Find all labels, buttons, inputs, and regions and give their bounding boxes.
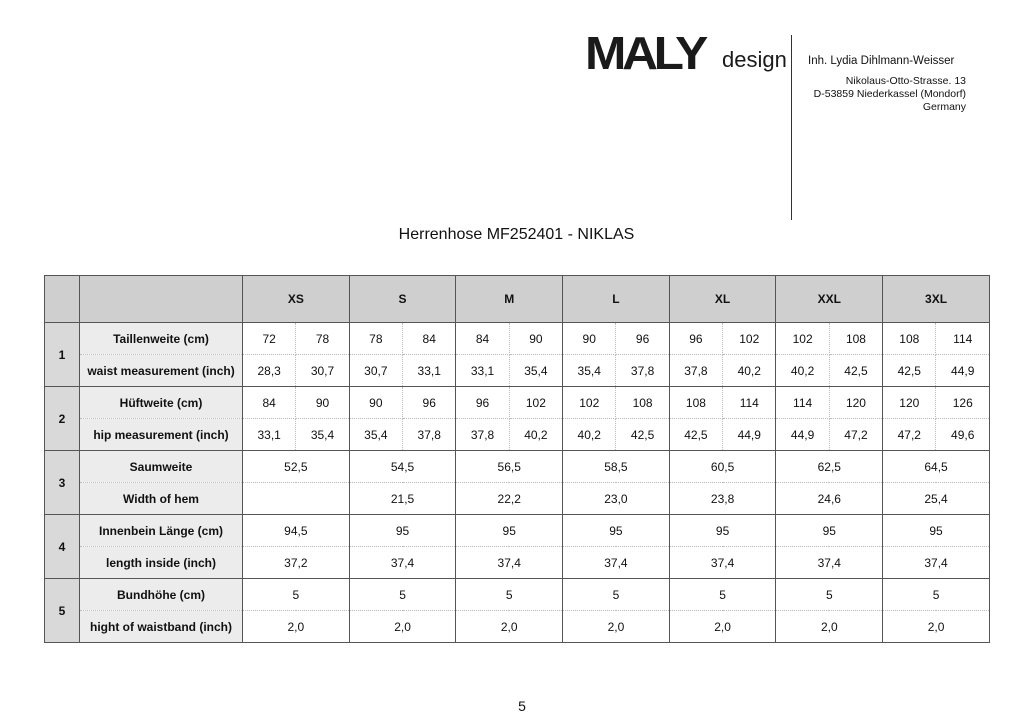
value-cell: 37,4 [883, 547, 990, 579]
value-cell: 5 [776, 579, 883, 611]
value-cell: 30,7 [349, 355, 402, 387]
value-cell: 44,9 [776, 419, 829, 451]
value-cell: 102 [509, 387, 562, 419]
value-cell: 90 [563, 323, 616, 355]
value-cell: 40,2 [723, 355, 776, 387]
value-cell: 78 [349, 323, 402, 355]
value-cell: 42,5 [883, 355, 936, 387]
section-number: 1 [45, 323, 80, 387]
value-cell: 42,5 [829, 355, 882, 387]
value-cell: 24,6 [776, 483, 883, 515]
value-cell: 90 [349, 387, 402, 419]
value-cell: 37,8 [669, 355, 722, 387]
company-address [796, 75, 966, 114]
value-cell: 2,0 [243, 611, 350, 643]
value-cell: 47,2 [883, 419, 936, 451]
row-label: Hüftweite (cm) [80, 387, 243, 419]
value-cell: 35,4 [296, 419, 349, 451]
table-row [45, 419, 990, 451]
value-cell: 95 [776, 515, 883, 547]
value-cell: 114 [723, 387, 776, 419]
row-label: hip measurement (inch) [80, 419, 243, 451]
section-number: 4 [45, 515, 80, 579]
size-table [44, 275, 990, 643]
value-cell: 37,4 [776, 547, 883, 579]
value-cell: 120 [883, 387, 936, 419]
value-cell: 90 [509, 323, 562, 355]
size-header: L [563, 276, 670, 323]
value-cell: 2,0 [669, 611, 776, 643]
value-cell: 5 [456, 579, 563, 611]
table-row [45, 579, 990, 611]
value-cell: 37,4 [456, 547, 563, 579]
row-label: waist measurement (inch) [80, 355, 243, 387]
value-cell: 95 [563, 515, 670, 547]
value-cell: 126 [936, 387, 990, 419]
address-country: Germany [922, 101, 966, 113]
value-cell: 108 [669, 387, 722, 419]
value-cell: 84 [403, 323, 456, 355]
value-cell: 108 [829, 323, 882, 355]
value-cell: 37,4 [349, 547, 456, 579]
header-divider [791, 35, 792, 220]
value-cell: 37,2 [243, 547, 350, 579]
value-cell: 23,0 [563, 483, 670, 515]
value-cell: 102 [563, 387, 616, 419]
address-city: D-53859 Niederkassel (Mondorf) [813, 88, 966, 100]
value-cell: 5 [669, 579, 776, 611]
value-cell: 33,1 [403, 355, 456, 387]
value-cell: 40,2 [509, 419, 562, 451]
brand-suffix: design [722, 47, 787, 72]
table-row [45, 355, 990, 387]
value-cell: 21,5 [349, 483, 456, 515]
table-row [45, 547, 990, 579]
value-cell: 22,2 [456, 483, 563, 515]
value-cell: 2,0 [883, 611, 990, 643]
value-cell: 94,5 [243, 515, 350, 547]
value-cell: 84 [243, 387, 296, 419]
table-row [45, 483, 990, 515]
table-header-row [45, 276, 990, 323]
value-cell: 5 [349, 579, 456, 611]
value-cell: 37,4 [563, 547, 670, 579]
table-row [45, 451, 990, 483]
section-number: 3 [45, 451, 80, 515]
value-cell: 96 [403, 387, 456, 419]
value-cell: 5 [883, 579, 990, 611]
value-cell: 23,8 [669, 483, 776, 515]
value-cell: 35,4 [509, 355, 562, 387]
value-cell: 33,1 [243, 419, 296, 451]
value-cell: 25,4 [883, 483, 990, 515]
value-cell: 37,8 [403, 419, 456, 451]
value-cell: 35,4 [563, 355, 616, 387]
value-cell: 40,2 [776, 355, 829, 387]
row-label: length inside (inch) [80, 547, 243, 579]
value-cell: 96 [669, 323, 722, 355]
value-cell: 95 [456, 515, 563, 547]
value-cell: 78 [296, 323, 349, 355]
value-cell: 58,5 [563, 451, 670, 483]
value-cell: 33,1 [456, 355, 509, 387]
table-row [45, 387, 990, 419]
value-cell: 42,5 [616, 419, 669, 451]
value-cell: 96 [616, 323, 669, 355]
value-cell: 30,7 [296, 355, 349, 387]
value-cell: 40,2 [563, 419, 616, 451]
value-cell: 64,5 [883, 451, 990, 483]
value-cell: 84 [456, 323, 509, 355]
value-cell: 2,0 [563, 611, 670, 643]
row-label: Bundhöhe (cm) [80, 579, 243, 611]
value-cell: 108 [883, 323, 936, 355]
value-cell: 102 [723, 323, 776, 355]
company-owner: Inh. Lydia Dihlmann-Weisser [808, 55, 955, 67]
value-cell: 114 [936, 323, 990, 355]
value-cell: 108 [616, 387, 669, 419]
header-blank-number [45, 276, 80, 323]
value-cell: 95 [883, 515, 990, 547]
value-cell: 52,5 [243, 451, 350, 483]
value-cell: 95 [669, 515, 776, 547]
table-row [45, 323, 990, 355]
value-cell [243, 483, 350, 515]
table-row [45, 611, 990, 643]
size-header: 3XL [883, 276, 990, 323]
size-header: M [456, 276, 563, 323]
value-cell: 47,2 [829, 419, 882, 451]
value-cell: 95 [349, 515, 456, 547]
value-cell: 96 [456, 387, 509, 419]
value-cell: 54,5 [349, 451, 456, 483]
row-label: Saumweite [80, 451, 243, 483]
value-cell: 62,5 [776, 451, 883, 483]
value-cell: 90 [296, 387, 349, 419]
value-cell: 72 [243, 323, 296, 355]
value-cell: 37,4 [669, 547, 776, 579]
value-cell: 42,5 [669, 419, 722, 451]
value-cell: 49,6 [936, 419, 990, 451]
value-cell: 2,0 [456, 611, 563, 643]
size-header: XL [669, 276, 776, 323]
size-header: XXL [776, 276, 883, 323]
brand-name: MALY [585, 27, 704, 79]
value-cell: 35,4 [349, 419, 402, 451]
row-label: Taillenweite (cm) [80, 323, 243, 355]
size-header: S [349, 276, 456, 323]
header-blank-label [80, 276, 243, 323]
value-cell: 102 [776, 323, 829, 355]
page-number: 5 [518, 698, 526, 714]
value-cell: 56,5 [456, 451, 563, 483]
brand-logo [585, 27, 787, 79]
value-cell: 37,8 [616, 355, 669, 387]
row-label: Innenbein Länge (cm) [80, 515, 243, 547]
value-cell: 2,0 [349, 611, 456, 643]
address-street: Nikolaus-Otto-Strasse. 13 [845, 75, 966, 87]
value-cell: 5 [563, 579, 670, 611]
table-row [45, 515, 990, 547]
value-cell: 120 [829, 387, 882, 419]
value-cell: 44,9 [936, 355, 990, 387]
value-cell: 44,9 [723, 419, 776, 451]
section-number: 5 [45, 579, 80, 643]
value-cell: 28,3 [243, 355, 296, 387]
value-cell: 37,8 [456, 419, 509, 451]
value-cell: 60,5 [669, 451, 776, 483]
section-number: 2 [45, 387, 80, 451]
row-label: hight of waistband (inch) [80, 611, 243, 643]
size-header: XS [243, 276, 350, 323]
value-cell: 5 [243, 579, 350, 611]
value-cell: 114 [776, 387, 829, 419]
row-label: Width of hem [80, 483, 243, 515]
value-cell: 2,0 [776, 611, 883, 643]
page-title: Herrenhose MF252401 - NIKLAS [398, 226, 635, 243]
